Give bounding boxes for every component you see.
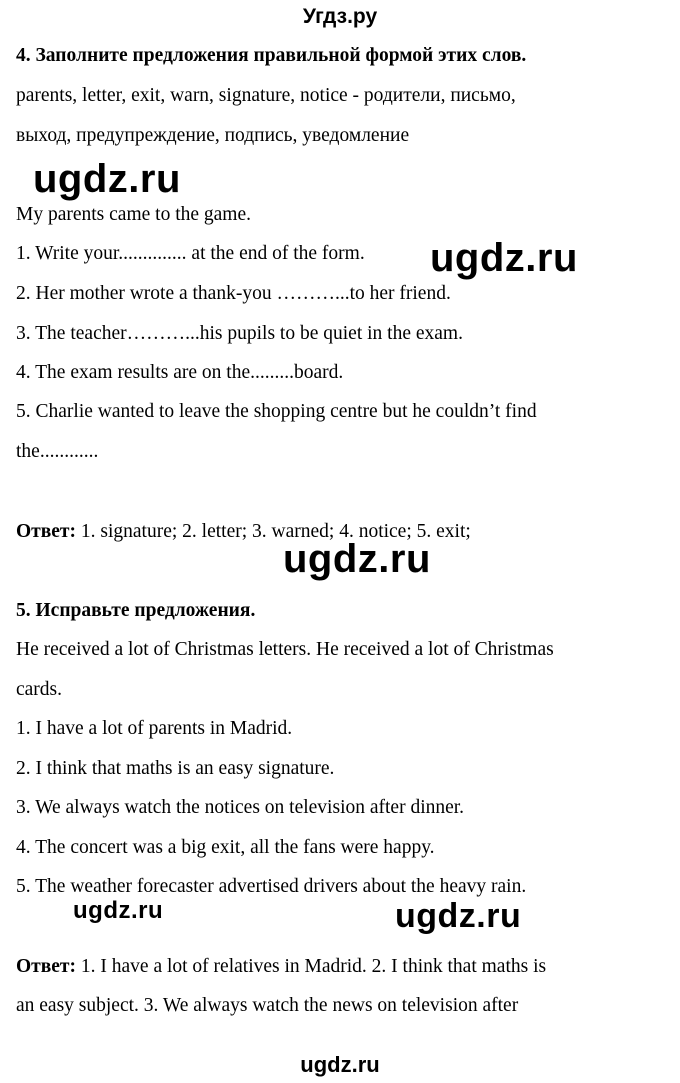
- task5-item-4: 4. The concert was a big exit, all the fans were happy.: [16, 837, 435, 858]
- answer-label: Ответ:: [16, 956, 77, 977]
- watermark: ugdz.ru: [33, 157, 181, 201]
- task4-item-5-continued: the............: [16, 441, 99, 462]
- task5-item-5: 5. The weather forecaster advertised drivers about the heavy rain.: [16, 876, 527, 897]
- task5-item-1: 1. I have a lot of parents in Madrid.: [16, 718, 293, 739]
- task4-item-1: 1. Write your.............. at the end of the form.: [16, 243, 365, 264]
- answer-label: Ответ:: [16, 521, 77, 542]
- site-title: Угдз.ру: [302, 5, 378, 28]
- task4-item-4: 4. The exam results are on the.........board.: [16, 362, 344, 383]
- watermark: ugdz.ru: [73, 897, 164, 924]
- task5-answer-line2: an easy subject. 3. We always watch the news on television after: [16, 995, 519, 1016]
- task5-example-line1: He received a lot of Christmas letters. He received a lot of Christmas: [16, 639, 554, 660]
- task4-item-3: 3. The teacher………...his pupils to be quiet in the exam.: [16, 323, 463, 344]
- watermark: ugdz.ru: [430, 236, 578, 280]
- task4-words-line2: выход, предупреждение, подпись, уведомление: [16, 125, 410, 146]
- task4-words-line1: parents, letter, exit, warn, signature, notice - родители, письмо,: [16, 85, 516, 106]
- watermark: ugdz.ru: [283, 537, 431, 581]
- task4-item-2: 2. Her mother wrote a thank-you ………...to her friend.: [16, 283, 451, 304]
- task5-example-line2: cards.: [16, 679, 63, 700]
- watermark: ugdz.ru: [395, 897, 522, 935]
- answer-text: 1. I have a lot of relatives in Madrid. 2. I think that maths is: [76, 956, 547, 977]
- task5-item-2: 2. I think that maths is an easy signature.: [16, 758, 335, 779]
- task5-answer-line1: [16, 955, 546, 979]
- footer-watermark: ugdz.ru: [300, 1052, 380, 1077]
- task4-item-5: 5. Charlie wanted to leave the shopping centre but he couldn’t find: [16, 401, 537, 422]
- task5-title: 5. Исправьте предложения.: [16, 600, 256, 621]
- answer-text: 1. signature; 2. letter; 3. warned; 4. notice; 5. exit;: [76, 521, 471, 542]
- task4-title: 4. Заполните предложения правильной формой этих слов.: [16, 45, 527, 66]
- task5-item-3: 3. We always watch the notices on television after dinner.: [16, 797, 465, 818]
- task4-example: My parents came to the game.: [16, 204, 251, 225]
